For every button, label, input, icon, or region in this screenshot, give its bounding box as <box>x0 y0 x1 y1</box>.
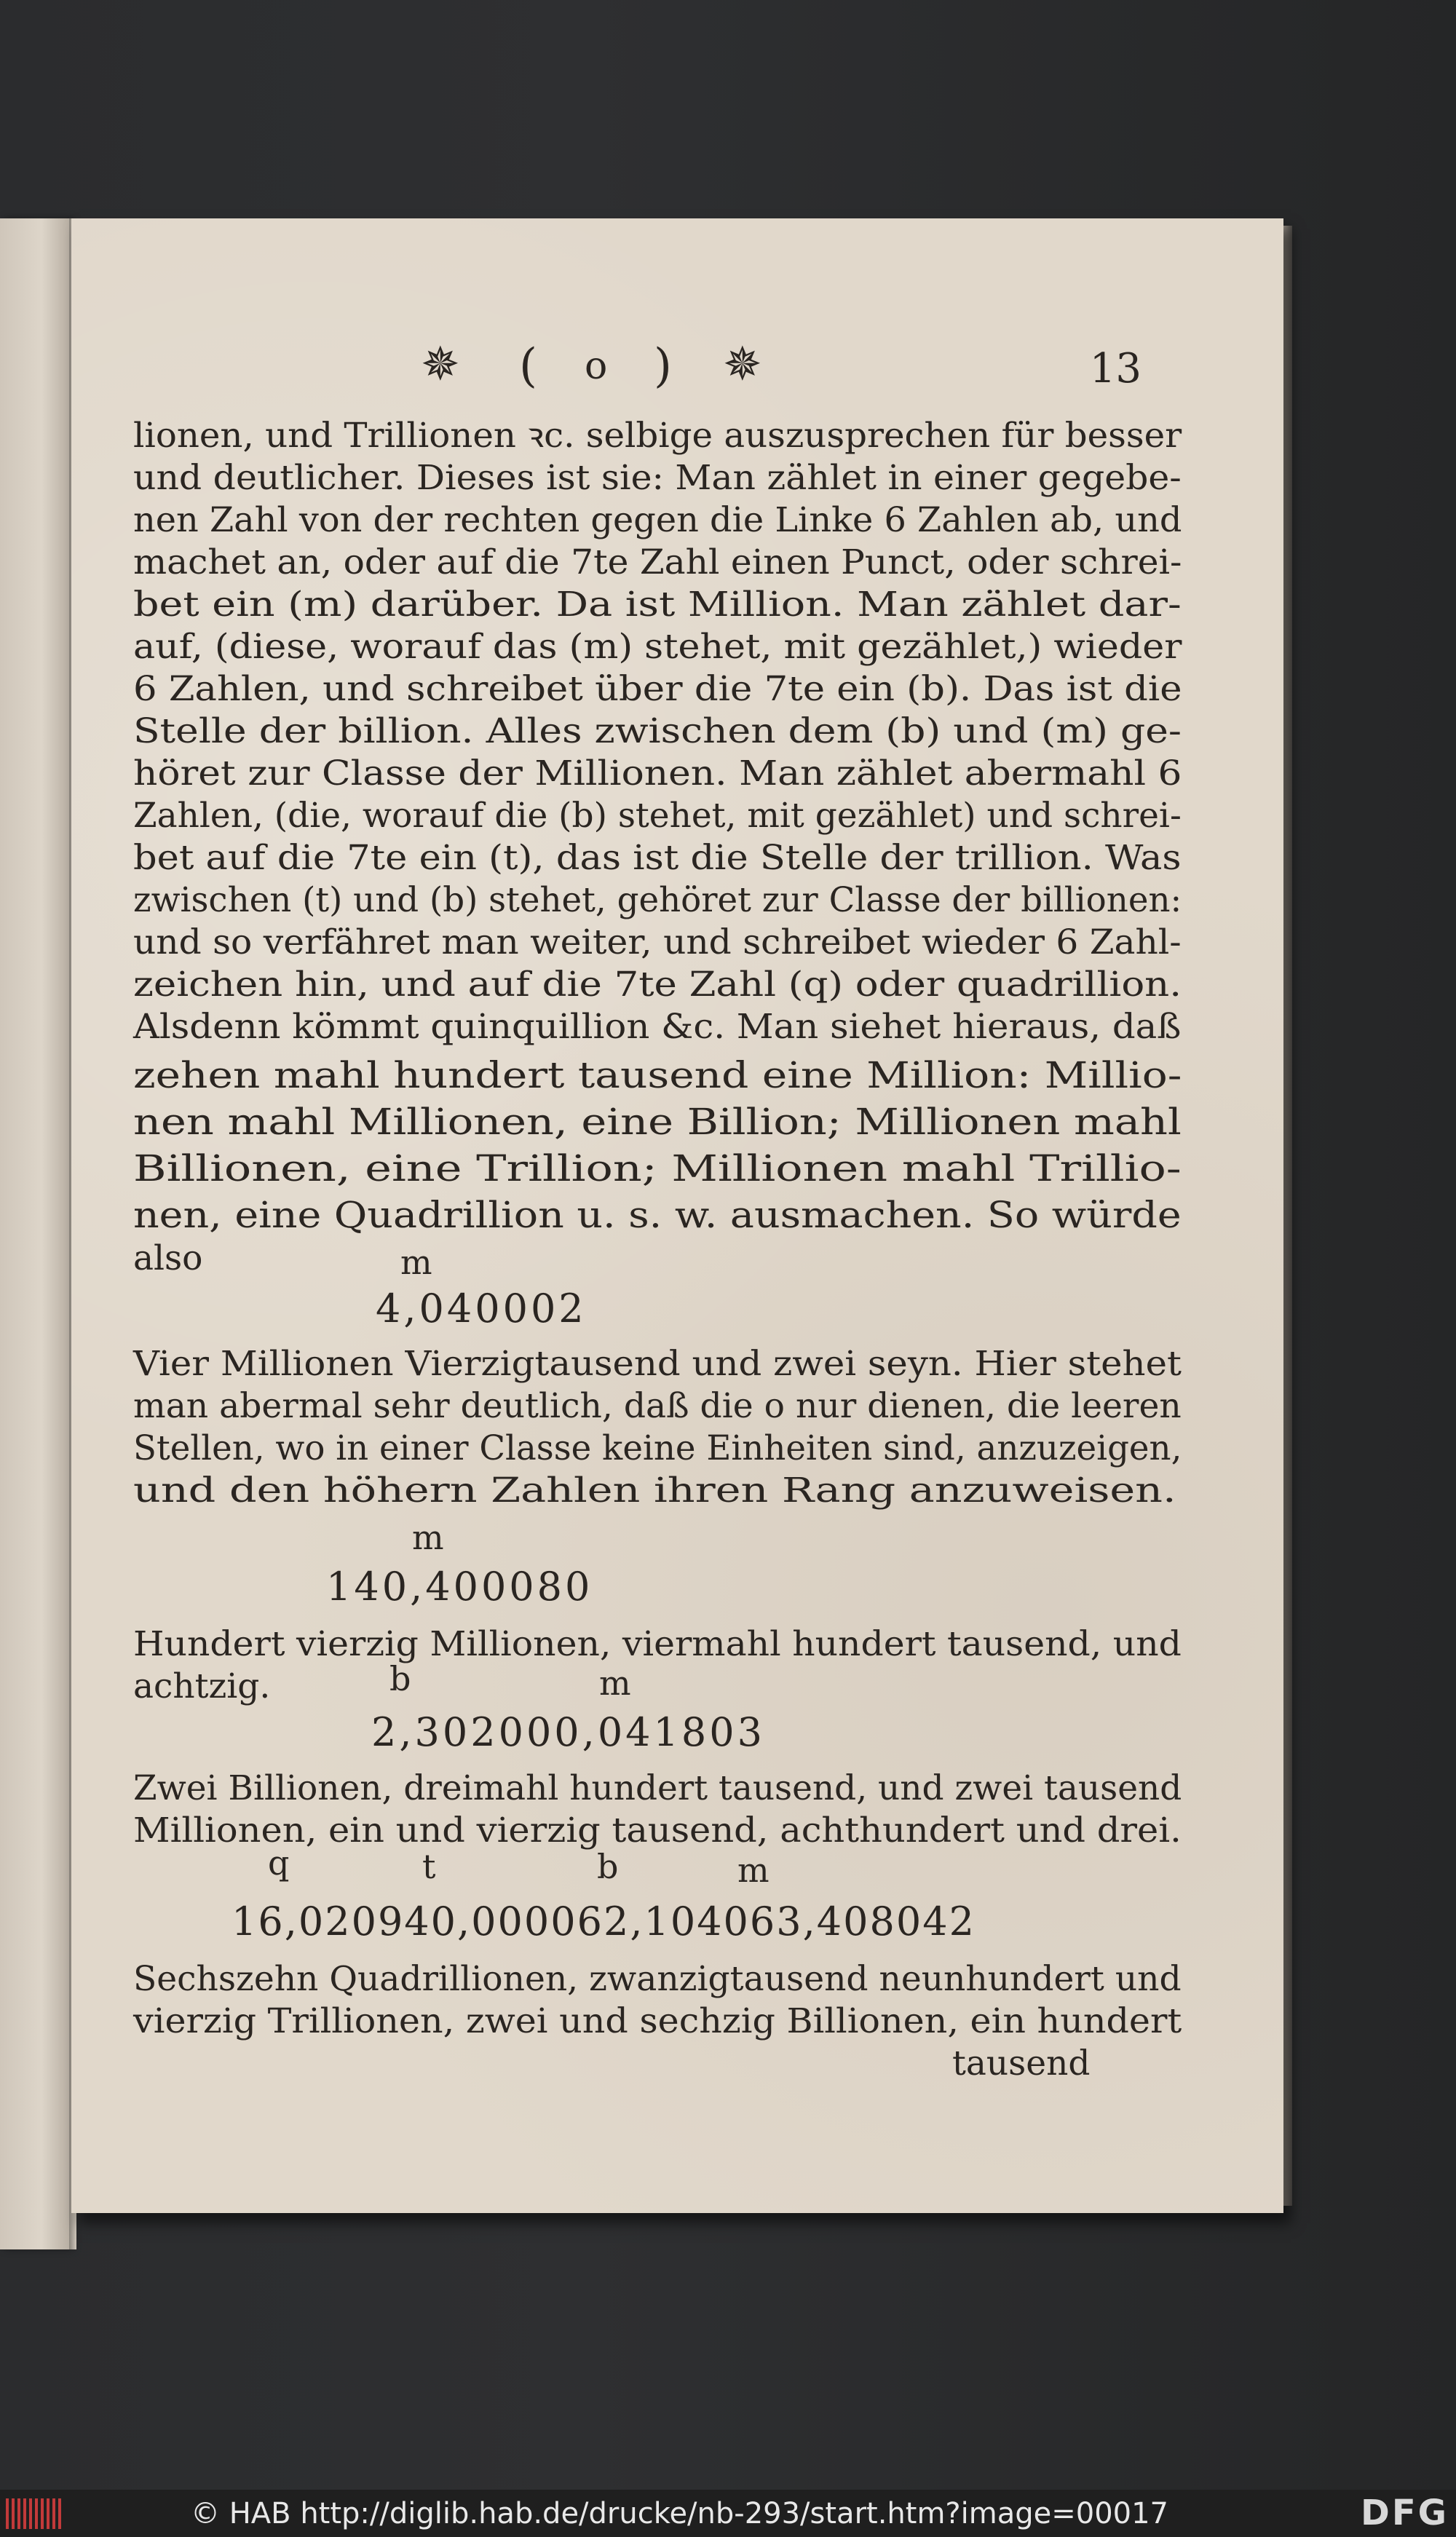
text-line: zeichen hin, und auf die 7te Zahl (q) oder quadrillion. <box>133 965 1182 1005</box>
catchword: tausend <box>952 2043 1091 2083</box>
book-page <box>71 218 1283 2213</box>
text-line: vierzig Trillionen, zwei und sechzig Billionen, ein hundert <box>133 2001 1182 2041</box>
text-line: Zahlen, (die, worauf die (b) stehet, mit gezählet) und schrei- <box>133 796 1182 836</box>
page-header <box>71 339 1283 404</box>
text-line: man abermal sehr deutlich, daß die o nur dienen, die leeren <box>133 1386 1182 1426</box>
text-line: und den höhern Zahlen ihren Rang anzuweisen. <box>133 1471 1176 1511</box>
million-marker: m <box>599 1663 631 1703</box>
paren-close: ) <box>654 339 672 393</box>
ornament-right-icon: ✵ <box>723 338 762 392</box>
text-line: und deutlicher. Dieses ist sie: Man zählet in einer gegebe- <box>133 458 1182 498</box>
quadrillion-marker: q <box>268 1843 290 1883</box>
text-line: Sechszehn Quadrillionen, zwanzigtausend neunhundert und <box>133 1959 1182 1999</box>
text-line: Alsdenn kömmt quinquillion &c. Man siehet hieraus, daß <box>133 1007 1182 1047</box>
text-line: machet an, oder auf die 7te Zahl einen Punct, oder schrei- <box>133 542 1182 582</box>
text-line: bet ein (m) darüber. Da ist Million. Man zählet dar- <box>133 585 1182 625</box>
million-marker: m <box>737 1851 769 1890</box>
text-line: Millionen, ein und vierzig tausend, achthundert und drei. <box>133 1810 1182 1851</box>
text-line: Stellen, wo in einer Classe keine Einheiten sind, anzuzeigen, <box>133 1428 1182 1468</box>
dfg-logo: DFG <box>1360 2493 1449 2533</box>
example-number: 2,302000,041803 <box>371 1709 765 1755</box>
million-marker: m <box>400 1243 432 1282</box>
text-line: zehen mahl hundert tausend eine Million: Millio- <box>133 1054 1182 1096</box>
text-line: achtzig. <box>133 1666 271 1706</box>
text-line: nen mahl Millionen, eine Billion; Millionen mahl <box>133 1101 1182 1143</box>
text-line: nen Zahl von der rechten gegen die Linke 6 Zahlen ab, und <box>133 500 1182 540</box>
credit-link[interactable]: © HAB http://diglib.hab.de/drucke/nb-293/start.htm?image=00017 <box>191 2497 1168 2530</box>
billion-marker: b <box>597 1847 619 1886</box>
page-shadow <box>1283 226 1292 2206</box>
page-number: 13 <box>1089 345 1142 392</box>
text-line: also <box>133 1238 203 1278</box>
text-line: bet auf die 7te ein (t), das ist die Stelle der trillion. Was <box>133 838 1182 878</box>
text-line: auf, (diese, worauf das (m) stehet, mit gezählet,) wieder <box>133 627 1182 667</box>
billion-marker: b <box>389 1659 411 1698</box>
example-number: 4,040002 <box>376 1286 587 1331</box>
text-line: zwischen (t) und (b) stehet, gehöret zur Classe der billionen: <box>133 880 1182 920</box>
text-line: höret zur Classe der Millionen. Man zählet abermahl 6 <box>133 753 1182 793</box>
text-line: Stelle der billion. Alles zwischen dem (b) und (m) ge- <box>133 711 1182 751</box>
text-line: Zwei Billionen, dreimahl hundert tausend, und zwei tausend <box>133 1768 1182 1808</box>
footer-bar <box>0 2490 1456 2537</box>
example-number: 16,020940,000062,104063,408042 <box>232 1899 976 1944</box>
text-line: Billionen, eine Trillion; Millionen mahl Trillio- <box>133 1147 1182 1190</box>
text-line: nen, eine Quadrillion u. s. w. ausmachen. So würde <box>133 1194 1182 1236</box>
library-logo-icon <box>6 2498 64 2529</box>
text-line: lionen, und Trillionen ꝛc. selbige auszusprechen für besser <box>133 416 1182 456</box>
million-marker: m <box>412 1518 444 1557</box>
ornament-left-icon: ✵ <box>421 338 460 392</box>
example-number: 140,400080 <box>326 1564 593 1610</box>
text-line: Hundert vierzig Millionen, viermahl hundert tausend, und <box>133 1624 1182 1664</box>
sheet-mark: o <box>585 344 608 388</box>
trillion-marker: t <box>422 1847 436 1886</box>
text-line: und so verfähret man weiter, und schreibet wieder 6 Zahl- <box>133 922 1182 962</box>
paren-open: ( <box>519 339 537 393</box>
text-line: 6 Zahlen, und schreibet über die 7te ein (b). Das ist die <box>133 669 1182 709</box>
previous-page-edge <box>0 218 69 2249</box>
text-line: Vier Millionen Vierzigtausend und zwei seyn. Hier stehet <box>133 1344 1182 1384</box>
